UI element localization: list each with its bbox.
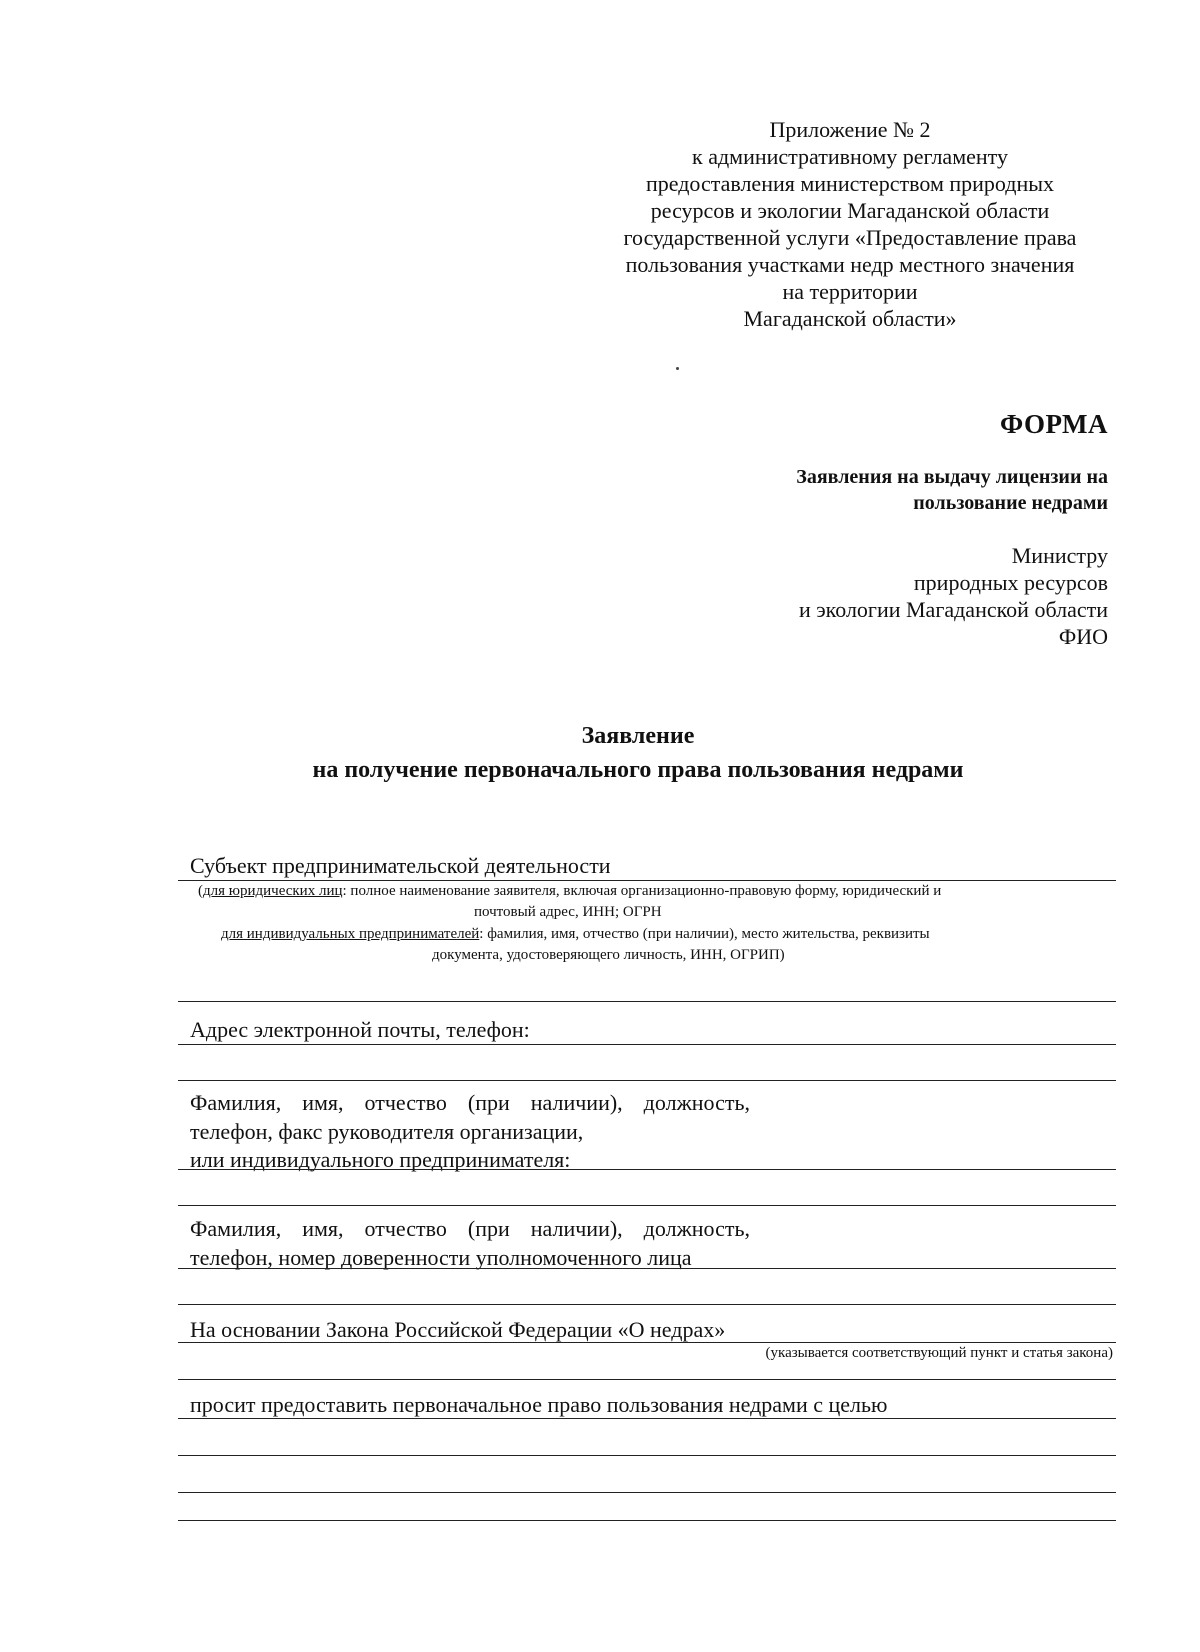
addressee-block — [588, 542, 1108, 650]
purpose-value-rule-2[interactable] — [178, 1492, 1116, 1493]
head-line-2: телефон, факс руководителя организации, — [190, 1119, 584, 1144]
hint-legal-text: : полное наименование заявителя, включая организационно-правовую форму, юридический и — [342, 883, 942, 899]
proxy-line-2: телефон, номер доверенности уполномоченного лица — [190, 1245, 692, 1270]
email-value-rule[interactable] — [178, 1080, 1116, 1081]
addressee-line: ФИО — [1058, 624, 1108, 649]
annex-line: Магаданской области» — [743, 306, 957, 331]
proxy-line-1: Фамилия, имя, отчество (при наличии), должность, — [190, 1216, 750, 1241]
proxy-rule[interactable] — [178, 1268, 1116, 1269]
annex-line: государственной услуги «Предоставление права — [623, 225, 1077, 250]
annex-line: ресурсов и экологии Магаданской области — [650, 198, 1050, 223]
form-label: ФОРМА — [1000, 409, 1108, 439]
form-name-line: пользование недрами — [913, 492, 1108, 514]
addressee-line: природных ресурсов — [913, 570, 1108, 595]
subject-hint-legal-2: почтовый адрес, ИНН; ОГРН — [474, 904, 662, 920]
email-rule[interactable] — [178, 1044, 1116, 1045]
annex-line: Приложение № 2 — [769, 117, 931, 142]
email-label: Адрес электронной почты, телефон: — [190, 1017, 530, 1042]
subject-hint-individual — [221, 924, 930, 944]
purpose-label: просит предоставить первоначальное право пользования недрами с целью — [190, 1392, 888, 1417]
subject-value-rule[interactable] — [178, 1001, 1116, 1002]
proxy-value-rule[interactable] — [178, 1304, 1116, 1305]
law-label: На основании Закона Российской Федерации «О недрах» — [190, 1317, 726, 1342]
annex-line: пользования участками недр местного значения — [625, 252, 1075, 277]
subject-label: Субъект предпринимательской деятельности — [190, 853, 611, 878]
form-name-line: Заявления на выдачу лицензии на — [796, 466, 1108, 488]
law-value-rule[interactable] — [178, 1379, 1116, 1380]
head-rule[interactable] — [178, 1169, 1116, 1170]
annex-line: к административному регламенту — [692, 144, 1008, 169]
application-title: Заявление — [581, 723, 695, 749]
annex-line: на территории — [782, 279, 918, 304]
addressee-line: Министру — [1011, 543, 1108, 568]
hint-individual-underlined: для индивидуальных предпринимателей — [221, 926, 480, 942]
subject-hint-legal — [198, 881, 941, 901]
purpose-rule[interactable] — [178, 1418, 1116, 1419]
hint-legal-underlined: для юридических лиц — [203, 883, 343, 899]
annex-block — [590, 116, 1110, 332]
hint-paren: ( — [198, 883, 203, 899]
hint-individual-text: : фамилия, имя, отчество (при наличии), место жительства, реквизиты — [479, 926, 930, 942]
purpose-value-rule-3[interactable] — [178, 1520, 1116, 1521]
form-name — [588, 464, 1108, 516]
purpose-value-rule-1[interactable] — [178, 1455, 1116, 1456]
head-line-1: Фамилия, имя, отчество (при наличии), должность, — [190, 1090, 750, 1115]
annex-line: предоставления министерством природных — [645, 171, 1055, 196]
head-value-rule[interactable] — [178, 1205, 1116, 1206]
law-hint: (указывается соответствующий пункт и статья закона) — [765, 1345, 1113, 1361]
head-line-3: или индивидуального предпринимателя: — [190, 1147, 571, 1172]
application-subtitle: на получение первоначального права пользования недрами — [312, 757, 964, 783]
addressee-line: и экологии Магаданской области — [798, 597, 1108, 622]
subject-hint-individual-2: документа, удостоверяющего личность, ИНН, ОГРИП) — [432, 947, 785, 963]
scan-speck — [676, 367, 679, 370]
